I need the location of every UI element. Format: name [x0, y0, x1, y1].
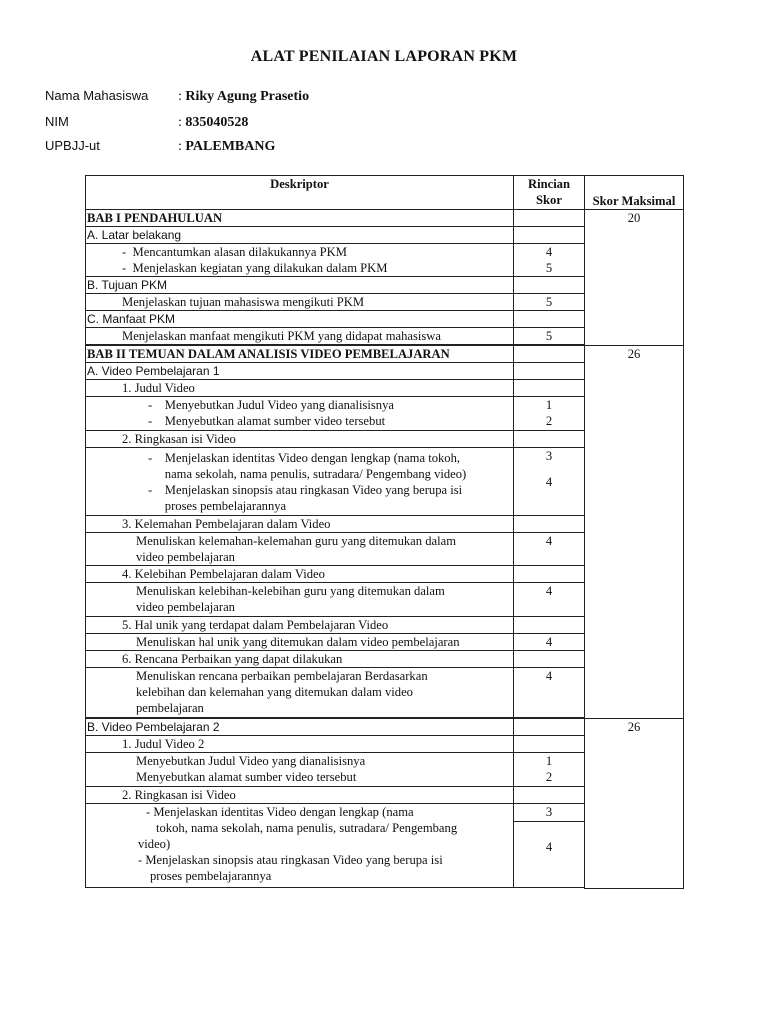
info-row-nama: Nama Mahasiswa : Riky Agung Prasetio: [45, 88, 310, 104]
section-title: BAB I PENDAHULUAN: [86, 210, 514, 227]
table-header-row: [86, 176, 684, 210]
max-score: 26: [585, 719, 684, 889]
score-value: 3: [545, 449, 553, 463]
criterion-cell: [86, 753, 514, 787]
score-value: 3: [514, 804, 584, 822]
score-value: 4: [514, 668, 585, 718]
score-cell: [514, 244, 585, 277]
criterion-text: Menjelaskan identitas Video dengan lengkap (nama tokoh, nama sekolah, nama penulis, sutradara/ Pengembang video): [164, 451, 467, 481]
info-label: NIM: [45, 114, 69, 129]
item-title: 3. Kelemahan Pembelajaran dalam Video: [86, 516, 514, 533]
criterion-text: Mencantumkan alasan dilakukannya PKM: [132, 245, 347, 259]
score-value: 4: [514, 634, 585, 651]
score-cell: [514, 753, 585, 787]
criterion-text: Menuliskan kelemahan-kelemahan guru yang ditemukan dalam video pembelajaran: [86, 533, 514, 566]
max-score: 20: [585, 210, 684, 346]
criterion-text: Menyebutkan Judul Video yang dianalisisnya: [164, 398, 394, 412]
col-header-rincian-line1: Rincian: [528, 177, 570, 191]
score-cell: [514, 448, 585, 516]
criterion-cell: - Menjelaskan identitas Video dengan lengkap (nama tokoh, nama sekolah, nama penulis, sutradara/ Pengembang video) - Menjelaskan sinopsis atau ringkasan Video yang berupa isi proses pembelajarannya: [86, 448, 514, 516]
criterion-text: Menuliskan rencana perbaikan pembelajaran Berdasarkan kelebihan dan kelemahan yang ditemukan dalam video pembelajaran: [86, 668, 514, 718]
criterion-text: Menyebutkan Judul Video yang dianalisisnya: [136, 754, 366, 768]
criterion-text: Menjelaskan sinopsis atau ringkasan Video yang berupa isi proses pembelajarannya: [164, 483, 463, 513]
item-title: 2. Ringkasan isi Video: [86, 431, 514, 448]
item-title: 6. Rencana Perbaikan yang dapat dilakukan: [86, 651, 514, 668]
criterion-text: proses pembelajarannya: [150, 869, 272, 883]
subsection-title: A. Latar belakang: [86, 227, 514, 244]
subsection-title: B. Video Pembelajaran 2: [86, 719, 514, 736]
score-value: 4: [514, 533, 585, 566]
criterion-text: Menjelaskan kegiatan yang dilakukan dalam PKM: [132, 261, 388, 275]
info-label: UPBJJ-ut: [45, 138, 100, 153]
info-row-upbjj: UPBJJ-ut : PALEMBANG: [45, 138, 276, 154]
col-header-descriptor: Deskriptor: [86, 176, 514, 210]
table-row: [86, 719, 684, 736]
item-title: 2. Ringkasan isi Video: [86, 787, 514, 804]
score-value: 2: [545, 414, 553, 428]
score-value: 4: [545, 475, 553, 489]
info-value: PALEMBANG: [185, 139, 276, 154]
criterion-text: Menjelaskan tujuan mahasiswa mengikuti PKM: [86, 294, 514, 311]
criterion-text: Menuliskan hal unik yang ditemukan dalam video pembelajaran: [86, 634, 514, 651]
subsection-title: A. Video Pembelajaran 1: [86, 363, 514, 380]
score-value: 2: [545, 770, 553, 784]
info-label: Nama Mahasiswa: [45, 88, 149, 103]
score-cell: [514, 397, 585, 431]
criterion-text: Menyebutkan alamat sumber video tersebut: [136, 770, 357, 784]
info-row-nim: NIM : 835040528: [45, 114, 249, 130]
max-score: 26: [585, 346, 684, 719]
criterion-text: Menjelaskan manfaat mengikuti PKM yang didapat mahasiswa: [86, 328, 514, 345]
page-title: ALAT PENILAIAN LAPORAN PKM: [250, 48, 518, 65]
score-value: 5: [514, 328, 585, 345]
score-value: 4: [514, 583, 585, 617]
col-header-rincian-line2: Skor: [536, 193, 562, 207]
criterion-cell: - Mencantumkan alasan dilakukannya PKM - Menjelaskan kegiatan yang dilakukan dalam PKM: [86, 244, 514, 277]
table-row: [86, 346, 684, 363]
criterion-text: - Menjelaskan sinopsis atau ringkasan Video yang berupa isi: [138, 853, 443, 867]
assessment-table: [85, 175, 684, 889]
col-header-max: Skor Maksimal: [585, 176, 684, 210]
section-title: BAB II TEMUAN DALAM ANALISIS VIDEO PEMBELAJARAN: [86, 346, 514, 363]
score-value: 5: [545, 261, 553, 275]
criterion-text: video): [138, 837, 171, 851]
criterion-text: Menyebutkan alamat sumber video tersebut: [164, 414, 386, 428]
criterion-text: tokoh, nama sekolah, nama penulis, sutradara/ Pengembang: [156, 821, 458, 835]
col-header-rincian: [514, 176, 585, 210]
table-row: [86, 210, 684, 227]
item-title: 4. Kelebihan Pembelajaran dalam Video: [86, 566, 514, 583]
item-title: 1. Judul Video: [86, 380, 514, 397]
item-title: 1. Judul Video 2: [86, 736, 514, 753]
subsection-title: B. Tujuan PKM: [86, 277, 514, 294]
score-value: 5: [514, 294, 585, 311]
score-cell: [514, 804, 585, 888]
score-value: 4: [545, 840, 553, 854]
criterion-cell: [86, 804, 514, 888]
score-value: 4: [545, 245, 553, 259]
score-value: 1: [545, 754, 553, 768]
score-value: 1: [545, 398, 553, 412]
criterion-text: - Menjelaskan identitas Video dengan lengkap (nama: [146, 805, 414, 819]
info-value: 835040528: [185, 115, 249, 130]
criterion-cell: - Menyebutkan Judul Video yang dianalisisnya - Menyebutkan alamat sumber video tersebut: [86, 397, 514, 431]
subsection-title: C. Manfaat PKM: [86, 311, 514, 328]
info-value: Riky Agung Prasetio: [185, 89, 310, 104]
criterion-text: Menuliskan kelebihan-kelebihan guru yang ditemukan dalam video pembelajaran: [86, 583, 514, 617]
item-title: 5. Hal unik yang terdapat dalam Pembelajaran Video: [86, 617, 514, 634]
